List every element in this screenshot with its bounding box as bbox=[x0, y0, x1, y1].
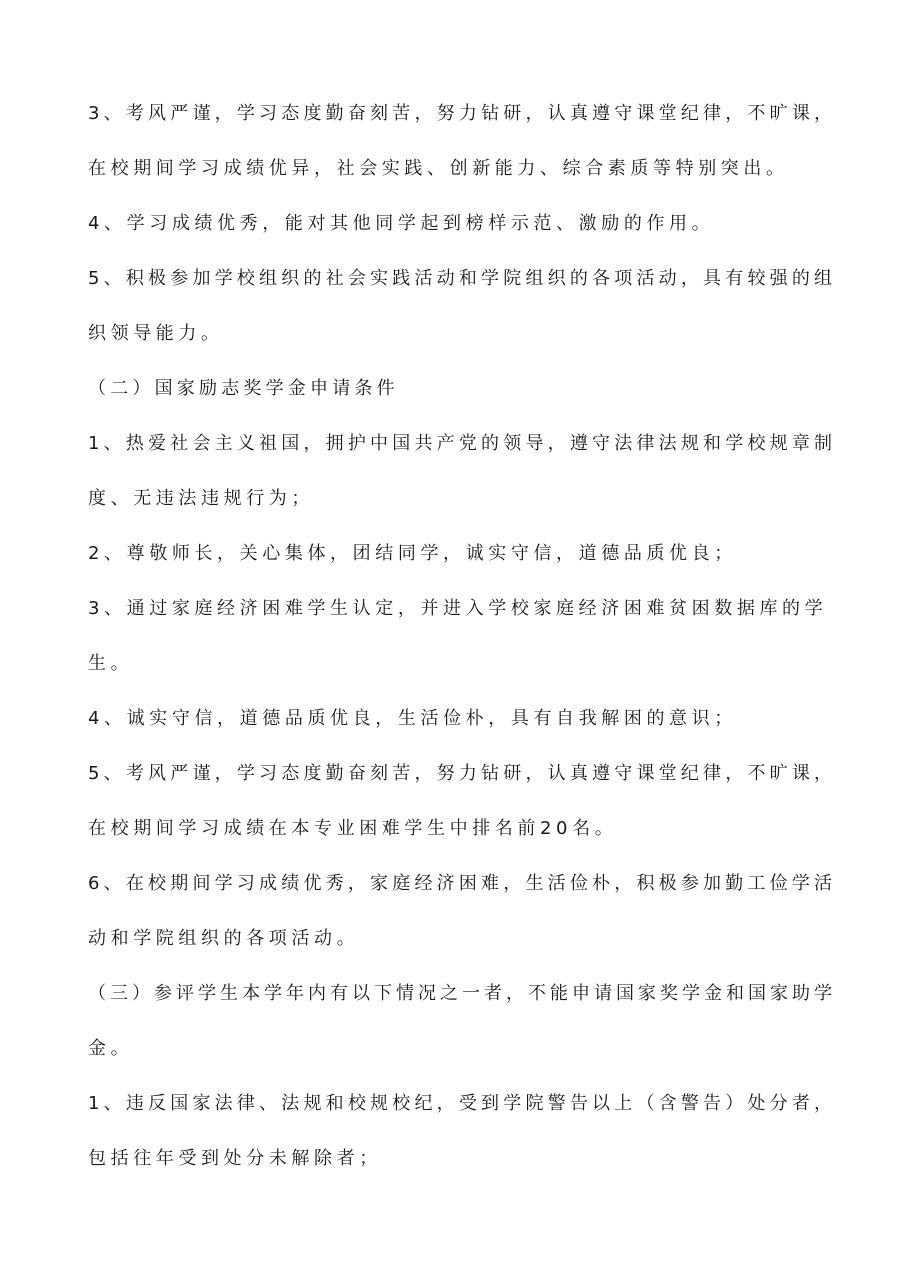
paragraph-line: 4、学习成绩优秀，能对其他同学起到榜样示范、激励的作用。 bbox=[88, 213, 715, 234]
paragraph-line: 度、无违法违规行为； bbox=[88, 488, 314, 509]
section-heading: （三）参评学生本学年内有以下情况之一者，不能申请国家奖学金和国家助学 bbox=[88, 983, 836, 1004]
paragraph-line: 2、尊敬师长，关心集体，团结同学，诚实守信，道德品质优良； bbox=[88, 543, 737, 564]
paragraph-line: 织领导能力。 bbox=[88, 323, 224, 344]
paragraph-line: 6、在校期间学习成绩优秀，家庭经济困难，生活俭朴，积极参加勤工俭学活 bbox=[88, 873, 837, 894]
paragraph-line: 1、热爱社会主义祖国，拥护中国共产党的领导，遵守法律法规和学校规章制 bbox=[88, 433, 837, 454]
paragraph-line: 金。 bbox=[88, 1038, 134, 1059]
paragraph-line: 4、诚实守信，道德品质优良，生活俭朴，具有自我解困的意识； bbox=[88, 708, 737, 729]
paragraph-line: 生。 bbox=[88, 653, 134, 674]
section-heading: （二）国家励志奖学金申请条件 bbox=[88, 378, 399, 399]
paragraph-line: 3、通过家庭经济困难学生认定，并进入学校家庭经济困难贫困数据库的学 bbox=[88, 598, 828, 619]
paragraph-line: 5、考风严谨，学习态度勤奋刻苦，努力钻研，认真遵守课堂纪律，不旷课， bbox=[88, 763, 837, 784]
paragraph-line: 3、考风严谨，学习态度勤奋刻苦，努力钻研，认真遵守课堂纪律，不旷课， bbox=[88, 103, 837, 124]
paragraph-line: 动和学院组织的各项活动。 bbox=[88, 928, 360, 949]
paragraph-line: 1、违反国家法律、法规和校规校纪，受到学院警告以上（含警告）处分者， bbox=[88, 1093, 837, 1114]
paragraph-line: 在校期间学习成绩在本专业困难学生中排名前20名。 bbox=[88, 818, 618, 839]
paragraph-line: 在校期间学习成绩优异，社会实践、创新能力、综合素质等特别突出。 bbox=[88, 158, 789, 179]
paragraph-line: 包括往年受到处分未解除者； bbox=[88, 1148, 382, 1169]
paragraph-line: 5、积极参加学校组织的社会实践活动和学院组织的各项活动，具有较强的组 bbox=[88, 268, 837, 289]
